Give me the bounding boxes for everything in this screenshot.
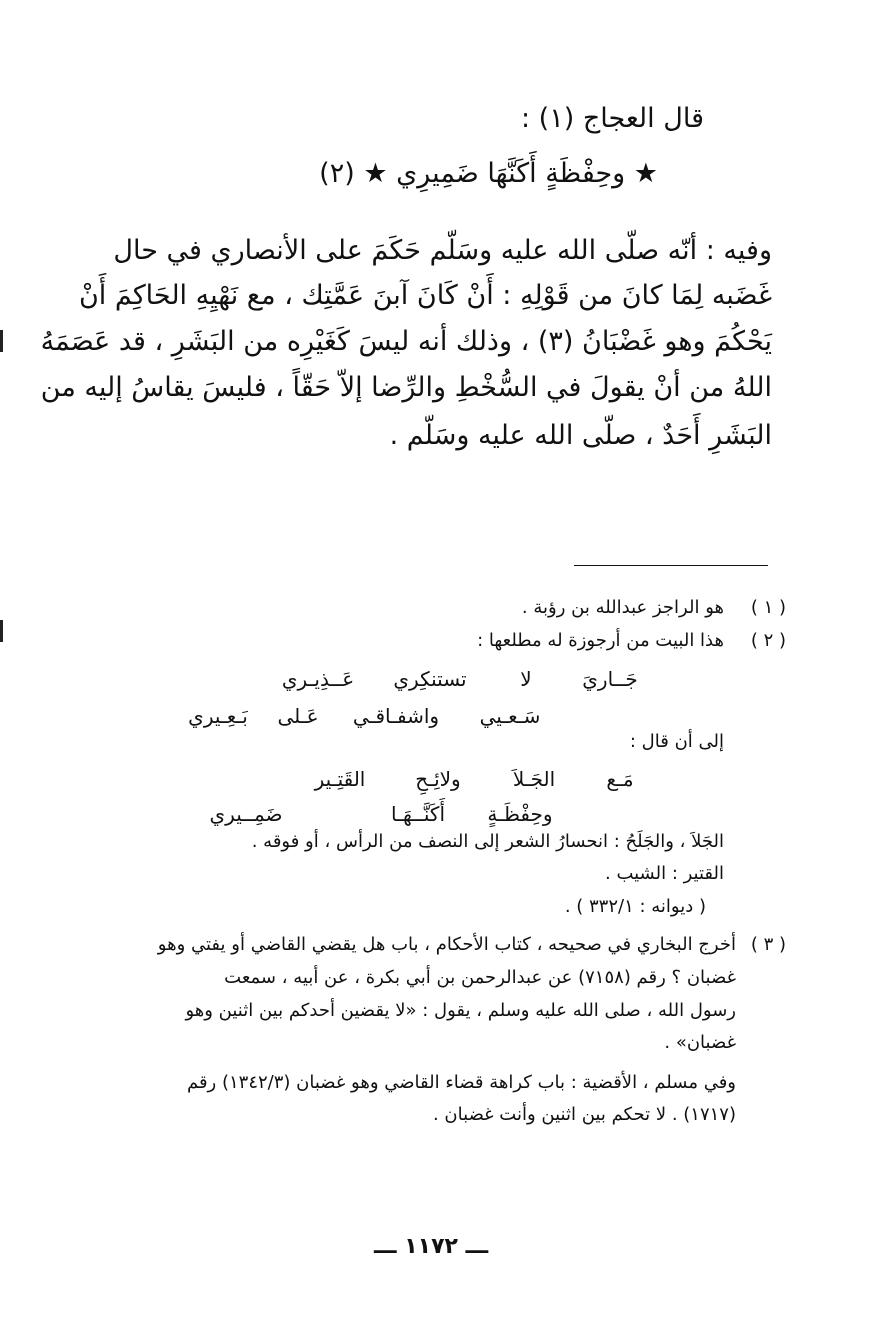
footnote-1-text: هو الراجز عبدالله بن رؤبة . <box>521 597 724 618</box>
footnote-2-until-said: إلى أن قال : <box>629 731 724 752</box>
verse-word: ولائِـحِ <box>415 767 461 791</box>
paragraph-line-3: يَحْكُمَ وهو غَضْبَانُ (٣) ، وذلك أنه ليسَ كَغَيْرِه من البَشَرِ ، قد عَصَمَهُ <box>40 326 772 357</box>
footnote-number-3: ( ٣ ) <box>750 934 786 955</box>
paragraph-line-4: اللهُ من أنْ يقولَ في السُّخْطِ والرِّضا إلاّ حَقّاً ، فليسَ يقاسُ إليه من <box>40 372 772 403</box>
footnote-3-line-1: أخرج البخاري في صحيحه ، كتاب الأحكام ، باب هل يقضي القاضي أو يفتي وهو <box>157 934 736 955</box>
footnote-3-muslim-line-2: (١٧١٧) . لا تحكم بين اثنين وأنت غضبان . <box>432 1104 736 1125</box>
verse-word: لا <box>520 667 532 691</box>
verse-word: ضَمِــيري <box>209 802 283 826</box>
verse-word: سَـعـيي <box>479 704 541 728</box>
scan-edge-mark <box>0 330 3 352</box>
footnote-separator <box>574 565 768 566</box>
verse-word: القَتِـير <box>314 767 366 791</box>
verse-word: أَكَنَّــهَـا <box>390 802 446 826</box>
verse-word: مَـع <box>606 767 634 791</box>
footnote-2-diwan-ref: ( ديوانه : ٣٣٢/١ ) . <box>564 896 706 917</box>
footnote-number-1: ( ١ ) <box>750 597 786 618</box>
paragraph-line-2: غَضَبه لِمَا كانَ من قَوْلِهِ : أَنْ كَانَ آبنَ عَمَّتِك ، مع نَهْيِهِ الحَاكِمَ أَنْ <box>78 280 772 311</box>
paragraph-line-1: وفيه : أنّه صلّى الله عليه وسَلّم حَكَمَ على الأنصاري في حال <box>113 235 772 266</box>
verse-word: عَـلى <box>277 704 319 728</box>
verse-word: جَــاريَ <box>582 667 638 691</box>
verse-word: الجَـلاَ <box>512 767 556 791</box>
scan-edge-mark <box>0 620 3 642</box>
poetic-verse-line: ★ وحِفْظَةٍ أَكَنَّهَا ضَمِيرِي ★ (٢) <box>319 158 658 189</box>
verse-word: وحِفْظَـةٍ <box>487 802 553 826</box>
verse-word: واشفـاقـي <box>352 704 440 728</box>
footnote-3-line-3: رسول الله ، صلى الله عليه وسلم ، يقول : «لا يقضين أحدكم بين اثنين وهو <box>185 1000 736 1021</box>
verse-word: تستنكِري <box>393 667 467 691</box>
paragraph-line-5: البَشَرِ أَحَدٌ ، صلّى الله عليه وسَلّم . <box>389 420 772 451</box>
intro-line: قال العجاج (١) : <box>520 103 704 134</box>
footnote-3-line-4: غضبان» . <box>664 1032 736 1053</box>
verse-word: بَـعِـيري <box>188 704 248 728</box>
verse-word: عَــذِيـري <box>281 667 355 691</box>
footnote-2-text: هذا البيت من أرجوزة له مطلعها : <box>477 630 724 651</box>
footnote-3-line-2: غضبان ؟ رقم (٧١٥٨) عن عبدالرحمن بن أبي بكرة ، عن أبيه ، سمعت <box>224 967 736 988</box>
footnote-number-2: ( ٢ ) <box>750 630 786 651</box>
page-number: ـــ ١١٧٢ ـــ <box>374 1234 489 1259</box>
footnote-3-muslim-line-1: وفي مسلم ، الأقضية : باب كراهة قضاء القاضي وهو غضبان (١٣٤٢/٣) رقم <box>186 1072 736 1093</box>
footnote-2-gloss-2: القتير : الشيب . <box>605 863 724 884</box>
footnote-2-gloss-1: الجَلاَ ، والجَلَحُ : انحسارُ الشعر إلى النصف من الرأس ، أو فوقه . <box>251 831 724 852</box>
